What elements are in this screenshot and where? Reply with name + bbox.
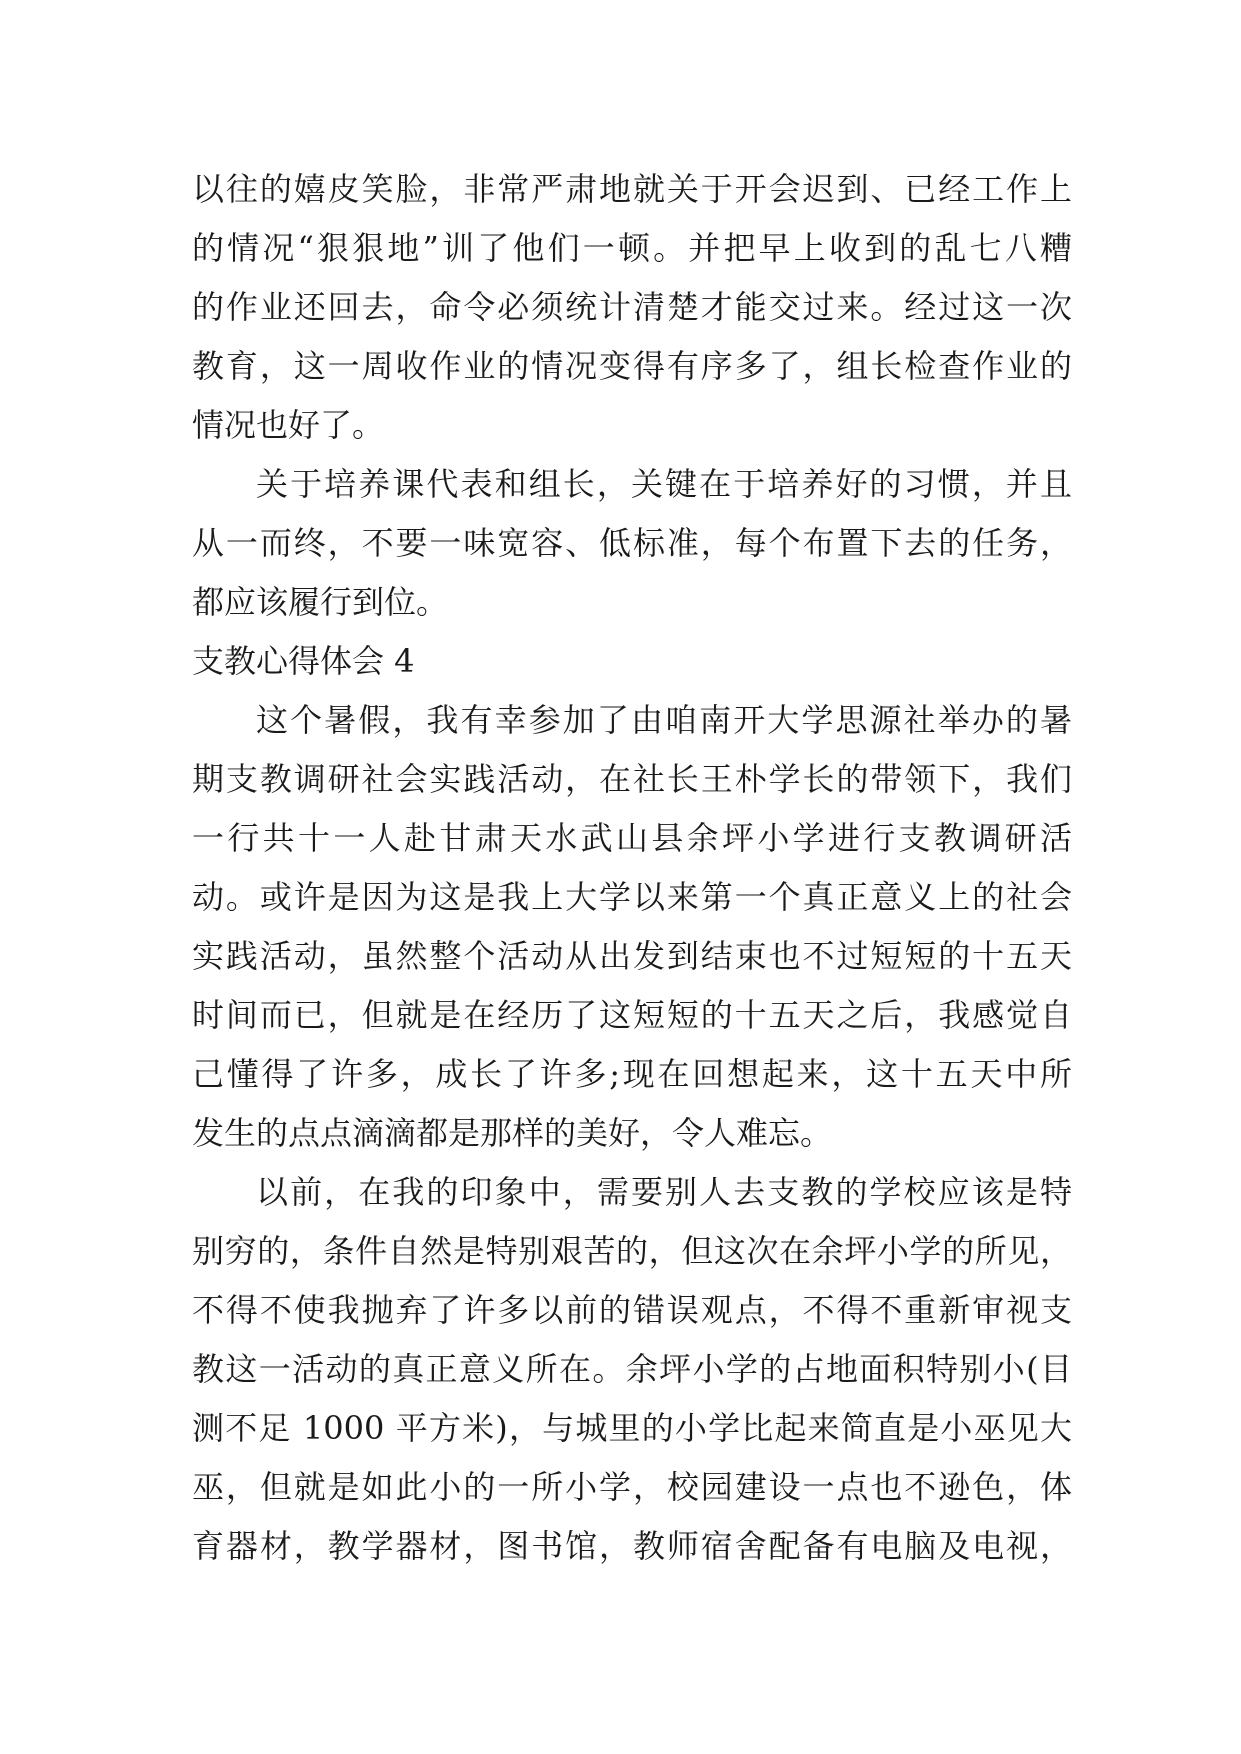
paragraph-line: 的作业还回去，命令必须统计清楚才能交过来。经过这一次 bbox=[192, 288, 1072, 326]
paragraph-line: 情况也好了。 bbox=[192, 406, 385, 444]
paragraph-line: 测不足 1000 平方米)，与城里的小学比起来简直是小巫见大 bbox=[192, 1409, 1072, 1447]
paragraph-line: 期支教调研社会实践活动，在社长王朴学长的带领下，我们 bbox=[192, 760, 1072, 798]
paragraph-line: 动。或许是因为这是我上大学以来第一个真正意义上的社会 bbox=[192, 878, 1072, 916]
paragraph bbox=[192, 691, 1072, 1163]
section-heading bbox=[192, 632, 1072, 691]
paragraph bbox=[192, 160, 1072, 455]
paragraph-line: 一行共十一人赴甘肃天水武山县余坪小学进行支教调研活 bbox=[192, 819, 1072, 857]
paragraph-line: 教这一活动的真正意义所在。余坪小学的占地面积特别小(目 bbox=[192, 1350, 1072, 1388]
paragraph-line: 关于培养课代表和组长，关键在于培养好的习惯，并且 bbox=[256, 465, 1072, 503]
document-body bbox=[192, 160, 1072, 1576]
paragraph-line: 的情况“狠狠地”训了他们一顿。并把早上收到的乱七八糟 bbox=[192, 229, 1072, 267]
paragraph-line: 实践活动，虽然整个活动从出发到结束也不过短短的十五天 bbox=[192, 937, 1072, 975]
paragraph-line: 从一而终，不要一味宽容、低标准，每个布置下去的任务， bbox=[192, 524, 1072, 562]
paragraph-line: 不得不使我抛弃了许多以前的错误观点，不得不重新审视支 bbox=[192, 1291, 1072, 1329]
paragraph-line: 己懂得了许多，成长了许多;现在回想起来，这十五天中所 bbox=[192, 1055, 1072, 1093]
paragraph-line: 育器材，教学器材，图书馆，教师宿舍配备有电脑及电视， bbox=[192, 1527, 1072, 1565]
paragraph-line: 以前，在我的印象中，需要别人去支教的学校应该是特 bbox=[256, 1173, 1072, 1211]
paragraph bbox=[192, 455, 1072, 632]
paragraph-line: 巫，但就是如此小的一所小学，校园建设一点也不逊色，体 bbox=[192, 1468, 1072, 1506]
paragraph-line: 教育，这一周收作业的情况变得有序多了，组长检查作业的 bbox=[192, 347, 1072, 385]
heading-text: 支教心得体会 4 bbox=[192, 642, 415, 680]
paragraph-line: 都应该履行到位。 bbox=[192, 583, 449, 621]
paragraph bbox=[192, 1163, 1072, 1576]
paragraph-line: 发生的点点滴滴都是那样的美好，令人难忘。 bbox=[192, 1114, 833, 1152]
paragraph-line: 时间而已，但就是在经历了这短短的十五天之后，我感觉自 bbox=[192, 996, 1072, 1034]
paragraph-line: 别穷的，条件自然是特别艰苦的，但这次在余坪小学的所见， bbox=[192, 1232, 1072, 1270]
paragraph-line: 以往的嬉皮笑脸，非常严肃地就关于开会迟到、已经工作上 bbox=[192, 170, 1072, 208]
paragraph-line: 这个暑假，我有幸参加了由咱南开大学思源社举办的暑 bbox=[256, 701, 1072, 739]
